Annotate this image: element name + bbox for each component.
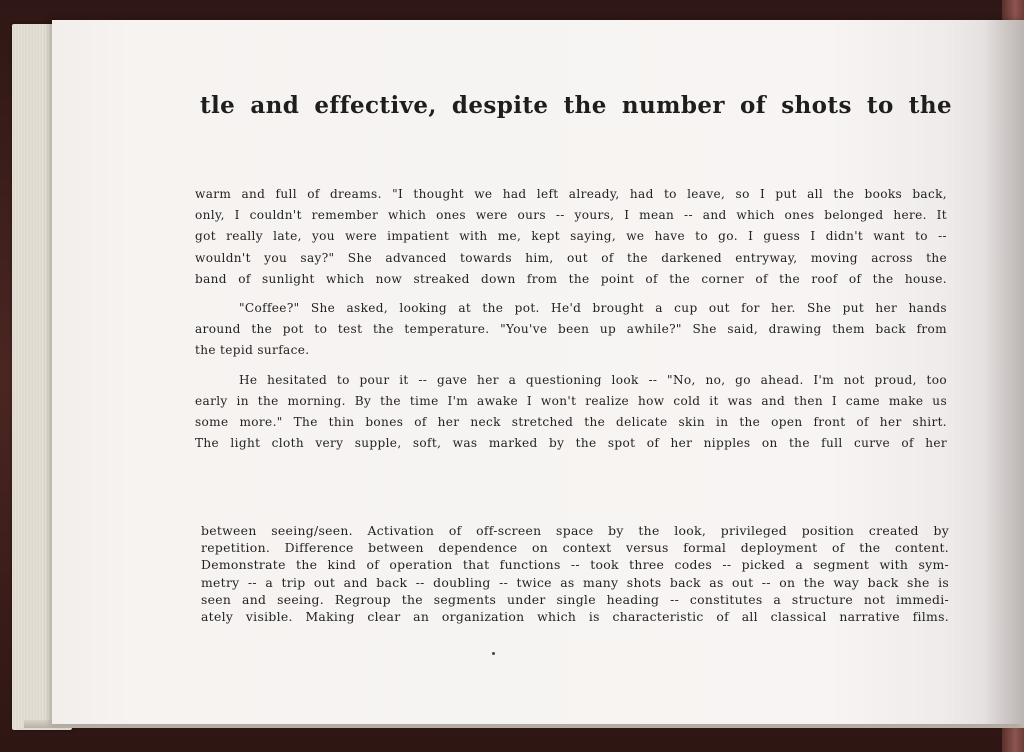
text-line: He hesitated to pour it -- gave her a questioning look -- "No, no, go ahead. I'm not proud, too [239,372,947,387]
text-line: seen and seeing. Regroup the segments under single heading -- constitutes a structure not immedi- [201,591,949,607]
paragraph-3 [195,370,947,455]
text-line: metry -- a trip out and back -- doubling -- twice as many shots back as out -- on the way back she is [201,574,949,590]
paragraph-1 [195,184,947,290]
text-line: repetition. Difference between dependence on context versus formal deployment of the content. [201,540,949,556]
text-line: between seeing/seen. Activation of off-screen space by the look, privileged position created by [201,523,949,538]
text-line: ately visible. Making clear an organization which is characteristic of all classical narrative films. [201,609,949,625]
text-line: some more." The thin bones of her neck stretched the delicate skin in the open front of her shirt. [195,415,947,430]
page-headline: tle and effective, despite the number of shots to the [200,92,952,119]
text-line: band of sunlight which now streaked down from the point of the corner of the roof of the house. [195,271,947,286]
narrative-text-block [195,184,947,462]
text-line: got really late, you were impatient with me, kept saying, we have to go. I guess I didn't want to -- [195,229,947,244]
text-line: "Coffee?" She asked, looking at the pot. He'd brought a cup out for her. She put her hands [239,301,947,316]
text-line: Demonstrate the kind of operation that functions -- took three codes -- picked a segment with sym- [201,557,949,573]
text-line: the tepid surface. [195,343,310,358]
page-mark-dot [492,652,495,655]
text-line: warm and full of dreams. "I thought we had left already, had to leave, so I put all the books back, [195,187,947,201]
text-line: only, I couldn't remember which ones were ours -- yours, I mean -- and which ones belonged here. It [195,208,947,223]
gutter-shadow [984,20,1024,724]
text-line: The light cloth very supple, soft, was marked by the spot of her nipples on the full curve of her [195,436,947,451]
paragraph-2 [195,298,947,362]
text-line: wouldn't you say?" She advanced towards him, out of the darkened entryway, moving across the [195,250,947,265]
analysis-text-block [201,522,949,625]
text-line: early in the morning. By the time I'm awake I won't realize how cold it was and then I came make us [195,393,947,408]
text-line: around the pot to test the temperature. "You've been up awhile?" She said, drawing them back from [195,322,947,337]
